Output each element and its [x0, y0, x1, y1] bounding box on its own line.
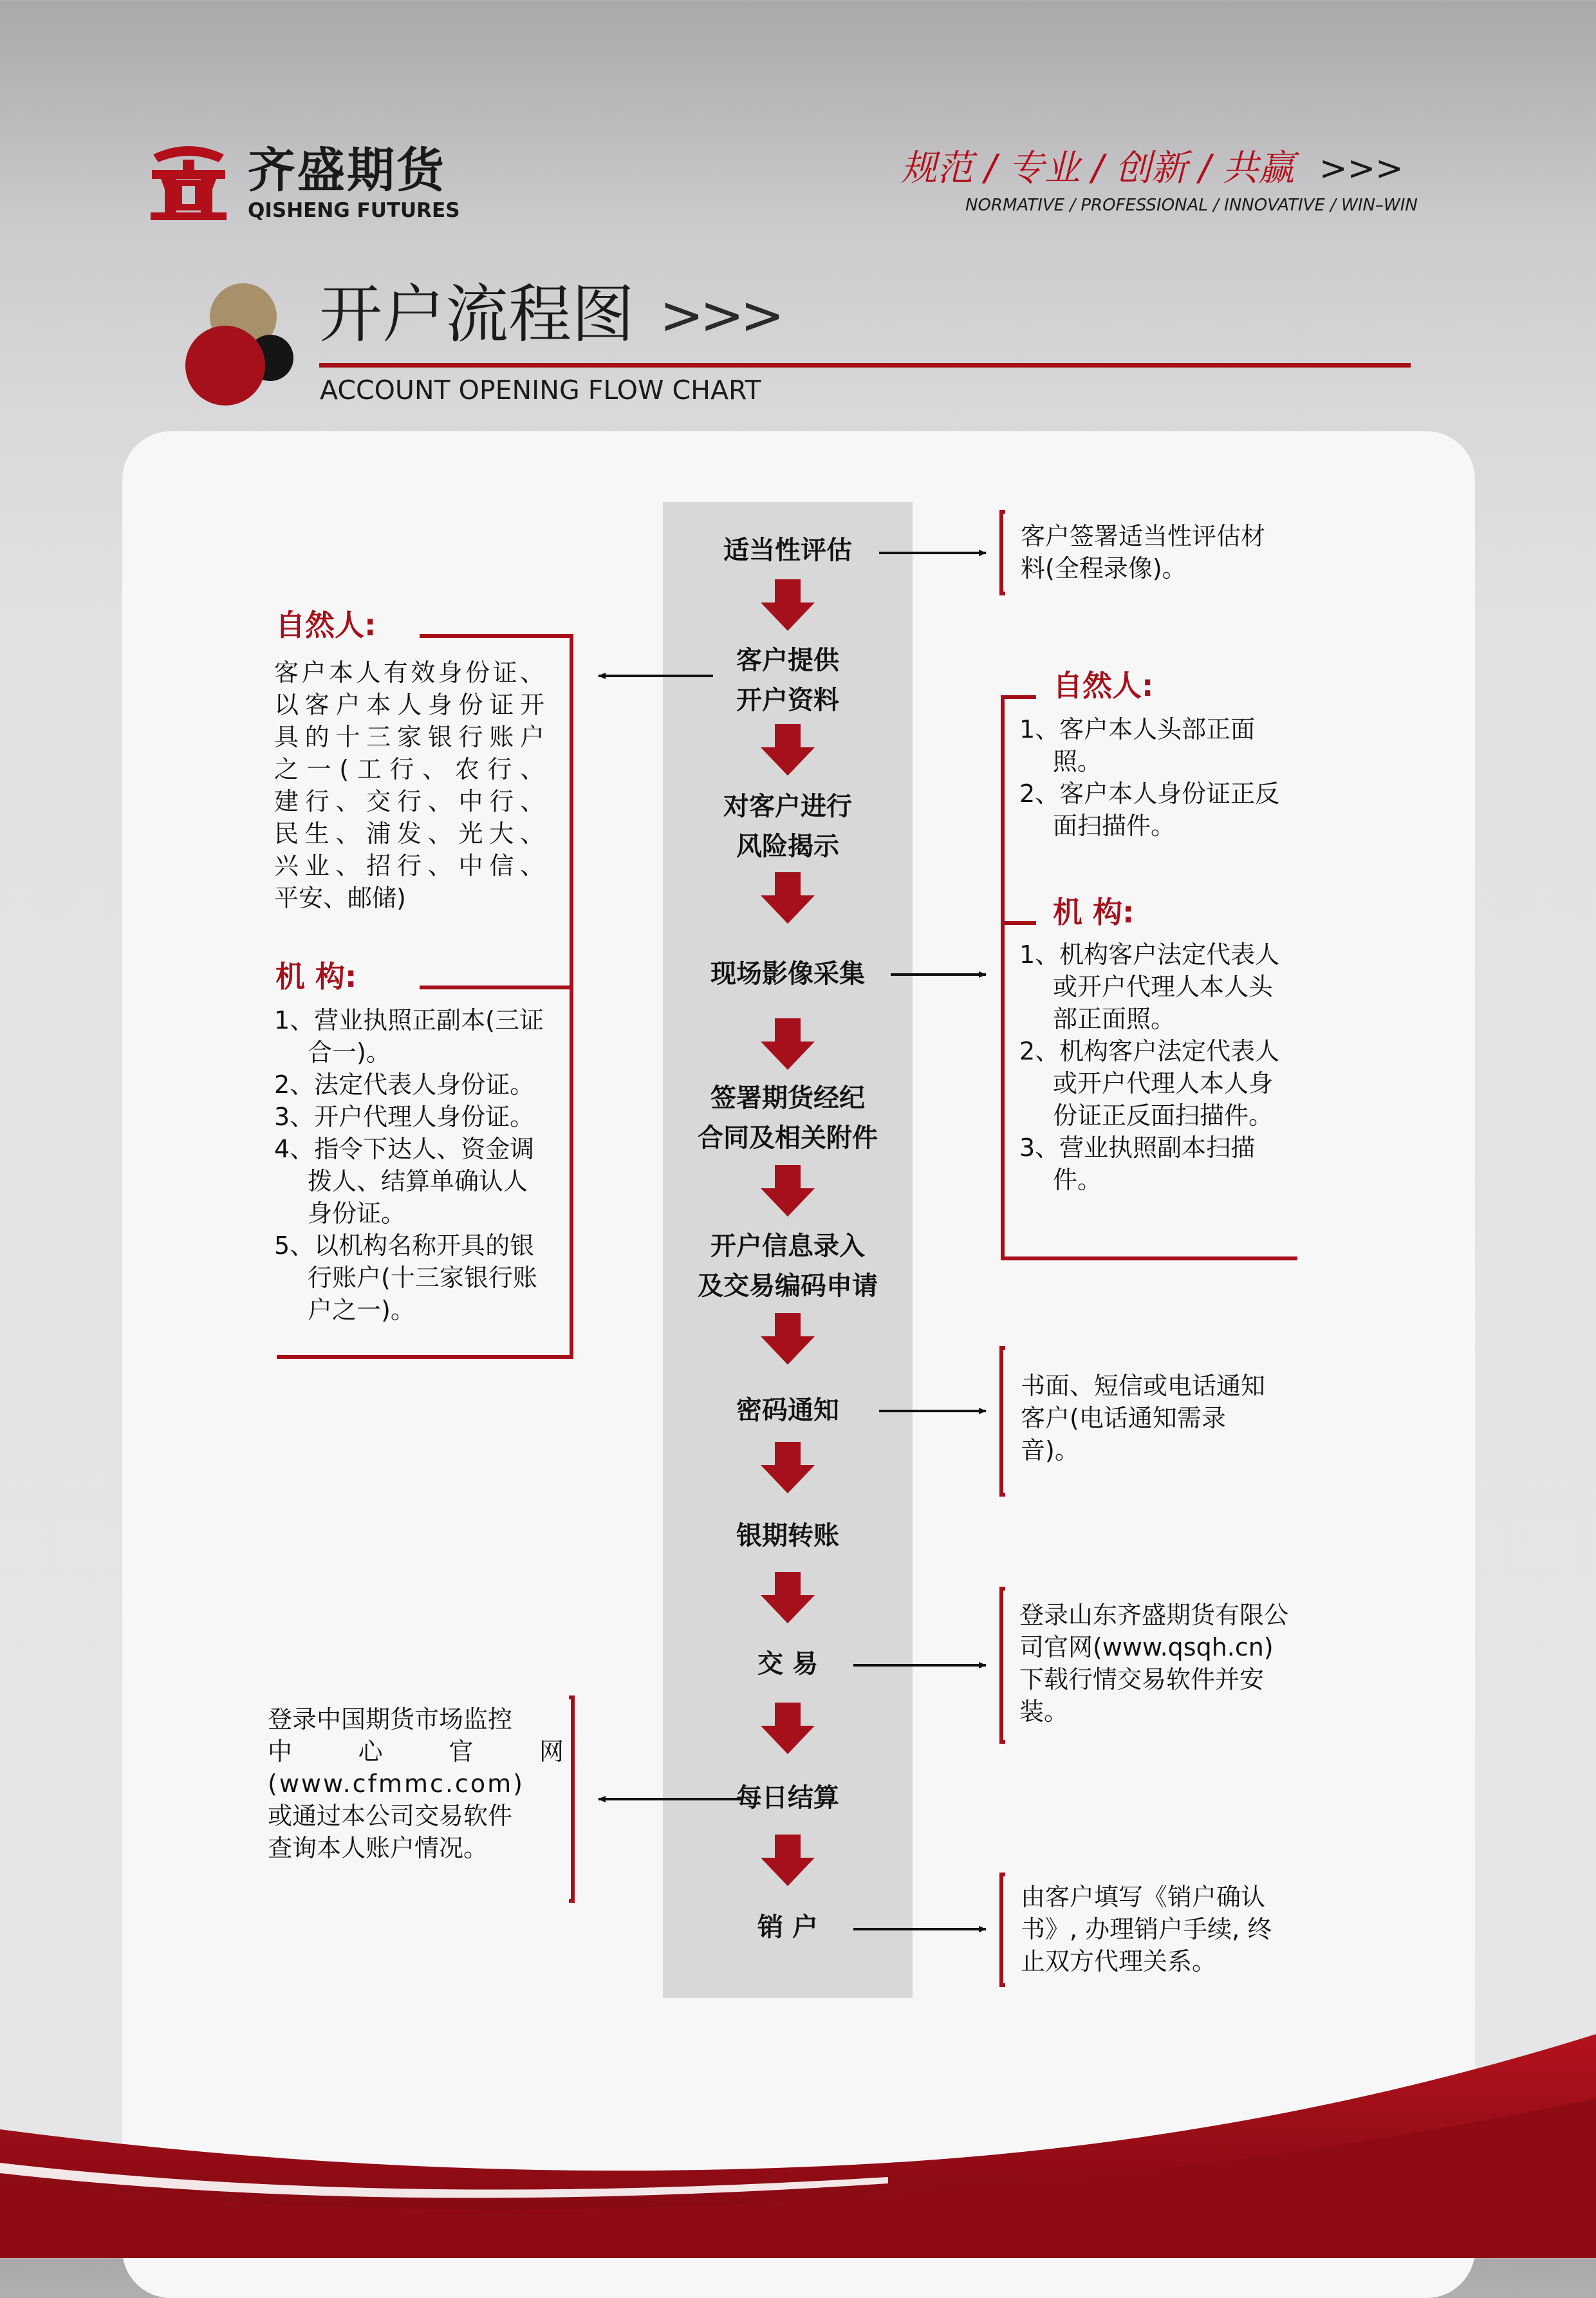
brand-name-cn: 齐盛期货	[248, 143, 446, 198]
note-org-docs: 1、营业执照正副本(三证合一)。 2、法定代表人身份证。 3、开户代理人身份证。 4、指令下达人、资金调拨人、结算单确认人身份证。 5、以机构名称开具的银行账户(十三家银行账户之一)。	[274, 1006, 544, 1324]
note-close-account: 由客户填写《销户确认 书》, 办理销户手续, 终 止双方代理关系。	[1021, 1883, 1272, 1976]
right-org-title: 机 构:	[1053, 895, 1135, 929]
flow-step: 销 户	[757, 1912, 818, 1942]
flow-step: 客户提供 开户资料	[736, 646, 839, 715]
flow-step: 每日结算	[736, 1783, 839, 1813]
note-settlement: 登录中国期货市场监控 中心官网 (www.cfmmc.com) 或通过本公司交易软件 查询本人账户情况。	[268, 1705, 564, 1862]
right-natural-title: 自然人:	[1053, 668, 1154, 703]
flow-step: 银期转账	[736, 1521, 839, 1551]
page-subtitle: ACCOUNT OPENING FLOW CHART	[320, 375, 761, 406]
title-chevrons-icon: >>>	[660, 285, 781, 346]
note-org-photo: 1、机构客户法定代表人或开户代理人本人头部正面照。 2、机构客户法定代表人或开户代理人本人身份证正反面扫描件。 3、营业执照副本扫描件。	[1019, 940, 1280, 1194]
bottom-wave-decoration	[0, 1970, 1596, 2258]
flow-step: 签署期货经纪 合同及相关附件	[698, 1083, 878, 1153]
flow-step: 现场影像采集	[710, 959, 865, 989]
left-org-title: 机 构:	[275, 959, 357, 994]
page-title: 开户流程图	[319, 278, 635, 351]
note-natural-docs: 客户本人有效身份证、 以客户本人身份证开 具的十三家银行账户 之一(工行、农行、 建行、交行、中行、 民生、浦发、光大、 兴业、招行、中信、 平安、邮储)	[274, 659, 544, 912]
flow-step: 适当性评估	[723, 536, 852, 565]
note-trade: 登录山东齐盛期货有限公 司官网(www.qsqh.cn) 下载行情交易软件并安 装。	[1019, 1601, 1289, 1726]
slogan-arrows-icon: >>>	[1319, 149, 1404, 188]
left-natural-title: 自然人:	[275, 608, 376, 642]
flow-step: 开户信息录入 及交易编码申请	[698, 1231, 878, 1301]
note-password: 书面、短信或电话通知 客户(电话通知需录 音)。	[1021, 1372, 1266, 1464]
note-assessment: 客户签署适当性评估材 料(全程录像)。	[1021, 522, 1266, 583]
flow-step: 对客户进行 风险揭示	[723, 792, 852, 861]
brand-name-en: QISHENG FUTURES	[248, 199, 460, 222]
flow-step: 交 易	[757, 1649, 818, 1679]
slogan-cn: 规范 / 专业 / 创新 / 共赢	[901, 147, 1295, 189]
flow-step: 密码通知	[736, 1396, 839, 1425]
slogan-en: NORMATIVE / PROFESSIONAL / INNOVATIVE / WIN–WIN	[965, 196, 1418, 215]
note-natural-photo: 1、客户本人头部正面照。 2、客户本人身份证正反面扫描件。	[1019, 715, 1280, 840]
